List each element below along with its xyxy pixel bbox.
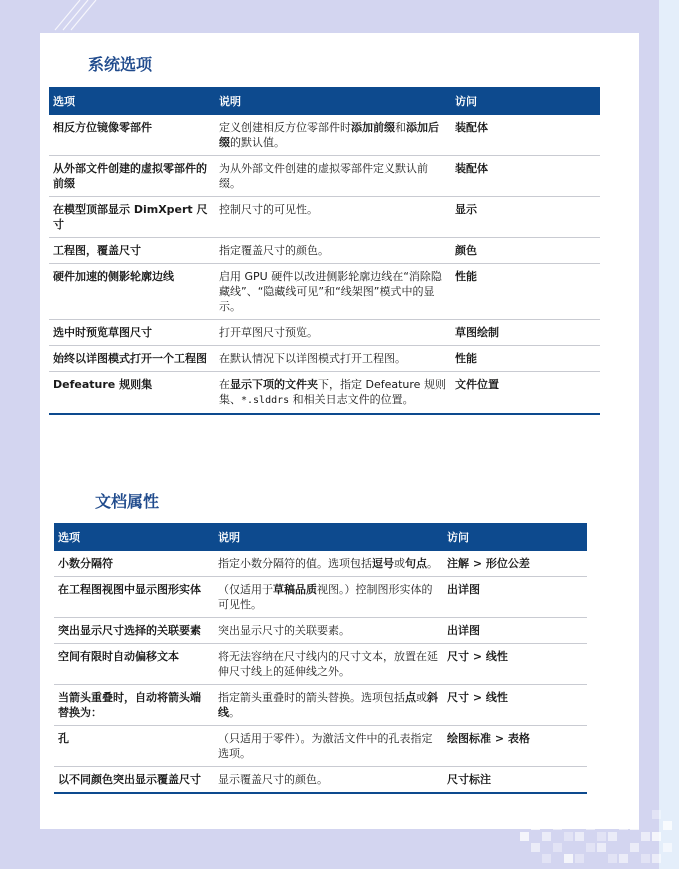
description-cell: 显示覆盖尺寸的颜色。	[214, 767, 443, 794]
description-cell: 指定小数分隔符的值。选项包括逗号或句点。	[214, 551, 443, 577]
column-header-description: 说明	[215, 87, 451, 115]
access-cell: 尺寸 > 线性	[443, 685, 587, 726]
pixel-block	[608, 854, 617, 863]
description-cell: 在显示下项的文件夹下，指定 Defeature 规则集、*.slddrs 和相关日志文件的位置。	[215, 372, 451, 415]
table-row	[54, 551, 587, 577]
table-row	[54, 644, 587, 685]
access-cell: 出详图	[443, 618, 587, 644]
option-cell: 孔	[54, 726, 214, 767]
table-header-row	[49, 87, 600, 115]
column-header-option: 选项	[54, 523, 214, 551]
pixel-block	[575, 832, 584, 841]
pixel-block	[542, 854, 551, 863]
table-row	[54, 685, 587, 726]
pixel-block	[652, 854, 661, 863]
column-header-description: 说明	[214, 523, 443, 551]
pixel-block	[597, 832, 606, 841]
description-cell: 启用 GPU 硬件以改进侧影轮廓边线在“消除隐藏线”、“隐藏线可见”和“线架图”模式中的显示。	[215, 264, 451, 320]
table-row	[49, 156, 600, 197]
pixel-block	[586, 843, 595, 852]
table-row	[49, 238, 600, 264]
description-cell: 打开草图尺寸预览。	[215, 320, 451, 346]
access-cell: 文件位置	[451, 372, 600, 415]
access-cell: 性能	[451, 346, 600, 372]
access-cell: 颜色	[451, 238, 600, 264]
option-cell: 空间有限时自动偏移文本	[54, 644, 214, 685]
description-cell: （只适用于零件）。为激活文件中的孔表指定选项。	[214, 726, 443, 767]
access-cell: 草图绘制	[451, 320, 600, 346]
description-cell: 在默认情况下以详图模式打开工程图。	[215, 346, 451, 372]
table-row	[54, 767, 587, 794]
option-cell: 硬件加速的侧影轮廓边线	[49, 264, 215, 320]
description-cell: 将无法容纳在尺寸线内的尺寸文本，放置在延伸尺寸线上的延伸线之外。	[214, 644, 443, 685]
access-cell: 出详图	[443, 577, 587, 618]
section-title-system-options: 系统选项	[88, 55, 153, 74]
pixel-block	[542, 832, 551, 841]
option-cell: 始终以详图模式打开一个工程图	[49, 346, 215, 372]
option-cell: 工程图，覆盖尺寸	[49, 238, 215, 264]
description-cell: 定义创建相反方位零部件时添加前缀和添加后缀的默认值。	[215, 115, 451, 156]
table-row	[54, 726, 587, 767]
access-cell: 装配体	[451, 115, 600, 156]
table-row	[49, 264, 600, 320]
option-cell: 当箭头重叠时，自动将箭头端替换为：	[54, 685, 214, 726]
option-cell: 小数分隔符	[54, 551, 214, 577]
option-cell: Defeature 规则集	[49, 372, 215, 415]
pixel-block	[597, 843, 606, 852]
access-cell: 装配体	[451, 156, 600, 197]
description-cell: 指定箭头重叠时的箭头替换。选项包括点或斜线。	[214, 685, 443, 726]
pixel-block	[641, 832, 650, 841]
description-cell: 为从外部文件创建的虚拟零部件定义默认前缀。	[215, 156, 451, 197]
access-cell: 尺寸标注	[443, 767, 587, 794]
access-cell: 绘图标准 > 表格	[443, 726, 587, 767]
access-cell: 注解 > 形位公差	[443, 551, 587, 577]
pixel-block	[652, 810, 661, 819]
pixel-block	[520, 832, 529, 841]
access-cell: 显示	[451, 197, 600, 238]
pixel-block	[564, 832, 573, 841]
background-stripe	[659, 0, 679, 869]
pixel-block	[608, 832, 617, 841]
option-cell: 相反方位镜像零部件	[49, 115, 215, 156]
table-row	[49, 372, 600, 415]
description-cell: 控制尺寸的可见性。	[215, 197, 451, 238]
section-title-document-properties: 文档属性	[95, 492, 160, 511]
table-row	[49, 320, 600, 346]
option-cell: 突出显示尺寸选择的关联要素	[54, 618, 214, 644]
option-cell: 以不同颜色突出显示覆盖尺寸	[54, 767, 214, 794]
pixel-block	[619, 854, 628, 863]
pixel-block	[575, 854, 584, 863]
table-header-row	[54, 523, 587, 551]
access-cell: 性能	[451, 264, 600, 320]
system-options-table	[49, 87, 600, 415]
column-header-option: 选项	[49, 87, 215, 115]
pixel-block	[531, 843, 540, 852]
table-row	[49, 346, 600, 372]
pixel-block	[652, 832, 661, 841]
description-cell: 突出显示尺寸的关联要素。	[214, 618, 443, 644]
pixel-block	[553, 843, 562, 852]
pixel-block	[630, 843, 639, 852]
description-cell: 指定覆盖尺寸的颜色。	[215, 238, 451, 264]
access-cell: 尺寸 > 线性	[443, 644, 587, 685]
option-cell: 从外部文件创建的虚拟零部件的前缀	[49, 156, 215, 197]
pixel-block	[641, 854, 650, 863]
option-cell: 在工程图视图中显示图形实体	[54, 577, 214, 618]
table-row	[54, 577, 587, 618]
description-cell: （仅适用于草稿品质视图。）控制图形实体的可见性。	[214, 577, 443, 618]
option-cell: 选中时预览草图尺寸	[49, 320, 215, 346]
column-header-access: 访问	[443, 523, 587, 551]
pixel-block	[564, 854, 573, 863]
column-header-access: 访问	[451, 87, 600, 115]
pixel-block	[663, 821, 672, 830]
table-row	[49, 197, 600, 238]
option-cell: 在模型顶部显示 DimXpert 尺寸	[49, 197, 215, 238]
table-row	[49, 115, 600, 156]
table-row	[54, 618, 587, 644]
pixel-block	[663, 843, 672, 852]
document-properties-table	[54, 523, 587, 794]
